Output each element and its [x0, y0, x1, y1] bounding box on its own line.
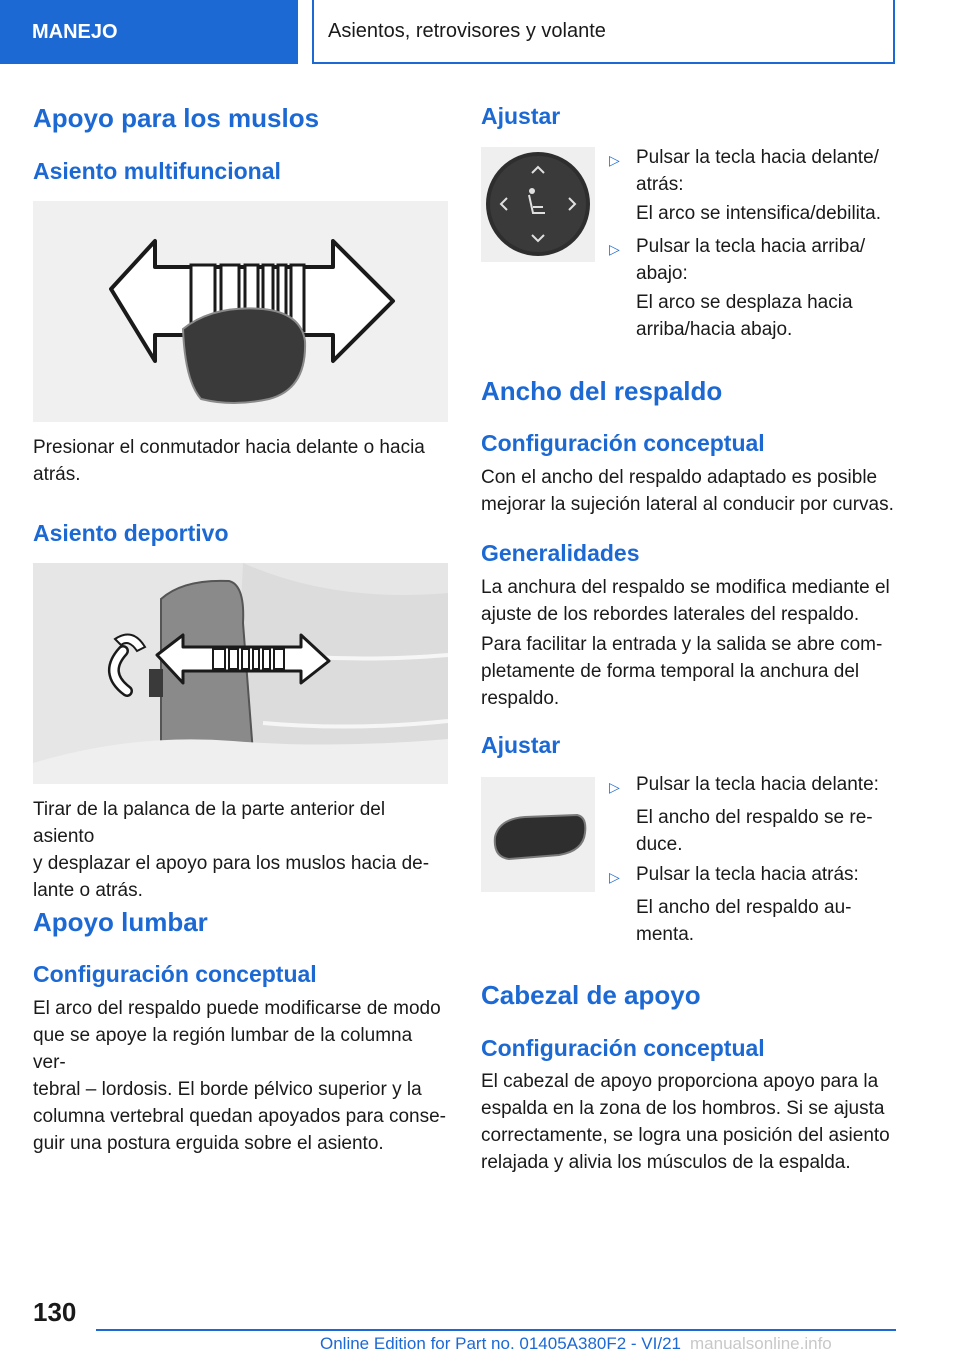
thigh-support-heading: Apoyo para los muslos — [33, 103, 320, 133]
multifunction-text: Presionar el conmutador hacia delante o hacia atrás. — [33, 437, 425, 485]
page-number: 130 — [33, 1297, 77, 1327]
general-heading: Generalidades — [481, 540, 640, 566]
multifunction-seat-illustration — [33, 201, 448, 422]
sport-seat-illustration — [33, 563, 448, 784]
triangle-right-icon: ▷ — [609, 241, 620, 257]
headrest-heading: Cabezal de apoyo — [481, 980, 701, 1010]
lumbar-concept-heading: Configuración conceptual — [33, 961, 317, 987]
edition-text: Online Edition for Part no. 01405A380F2 - VI/21 — [320, 1334, 682, 1353]
lumbar-support-heading: Apoyo lumbar — [33, 907, 208, 937]
triangle-right-icon: ▷ — [609, 152, 620, 168]
headrest-text: El cabezal de apoyo proporciona apoyo para la espalda en la zona de los hombros. Si se ajusta correctamente, se logra una posición del asiento relajada y alivia los músculos de la espalda. — [481, 1071, 890, 1173]
adjust-heading: Ajustar — [481, 103, 561, 129]
section-label: MANEJO — [32, 20, 118, 43]
sport-seat-text: Tirar de la palanca de la parte anterior del asiento y desplazar el apoyo para los muslos hacia de- lante o atrás. — [33, 799, 430, 901]
lumbar-switch-illustration — [481, 147, 595, 262]
multifunction-seat-heading: Asiento multifuncional — [33, 158, 281, 184]
width-concept-heading: Configuración conceptual — [481, 430, 765, 456]
adjust2-heading: Ajustar — [481, 732, 561, 758]
backrest-width-heading: Ancho del respaldo — [481, 376, 723, 406]
general-text-2: Para facilitar la entrada y la salida se abre com- pletamente de forma temporal la anchura del respaldo. — [481, 634, 883, 709]
triangle-right-icon: ▷ — [609, 869, 620, 885]
section-tab — [0, 0, 298, 64]
sport-seat-heading: Asiento deportivo — [33, 520, 229, 546]
headrest-concept-heading: Configuración conceptual — [481, 1035, 765, 1061]
footer-divider — [96, 1329, 896, 1331]
triangle-right-icon: ▷ — [609, 779, 620, 795]
width-switch-illustration — [481, 777, 595, 892]
chapter-label: Asientos, retrovisores y volante — [328, 19, 606, 42]
watermark: manualsonline.info — [690, 1334, 832, 1353]
lumbar-text: El arco del respaldo puede modificarse de modo que se apoye la región lumbar de la columna ver- tebral – lordosis. El borde pélvico superior y la columna vertebral quedan apoyados para conse- guir una postura erguida sobre el asiento. — [33, 998, 446, 1154]
general-text-1: La anchura del respaldo se modifica mediante el ajuste de los rebordes laterales del respaldo. — [481, 577, 890, 625]
width-concept-text: Con el ancho del respaldo adaptado es posible mejorar la sujeción lateral al conducir por curvas. — [481, 467, 894, 515]
chapter-tab — [312, 0, 895, 64]
